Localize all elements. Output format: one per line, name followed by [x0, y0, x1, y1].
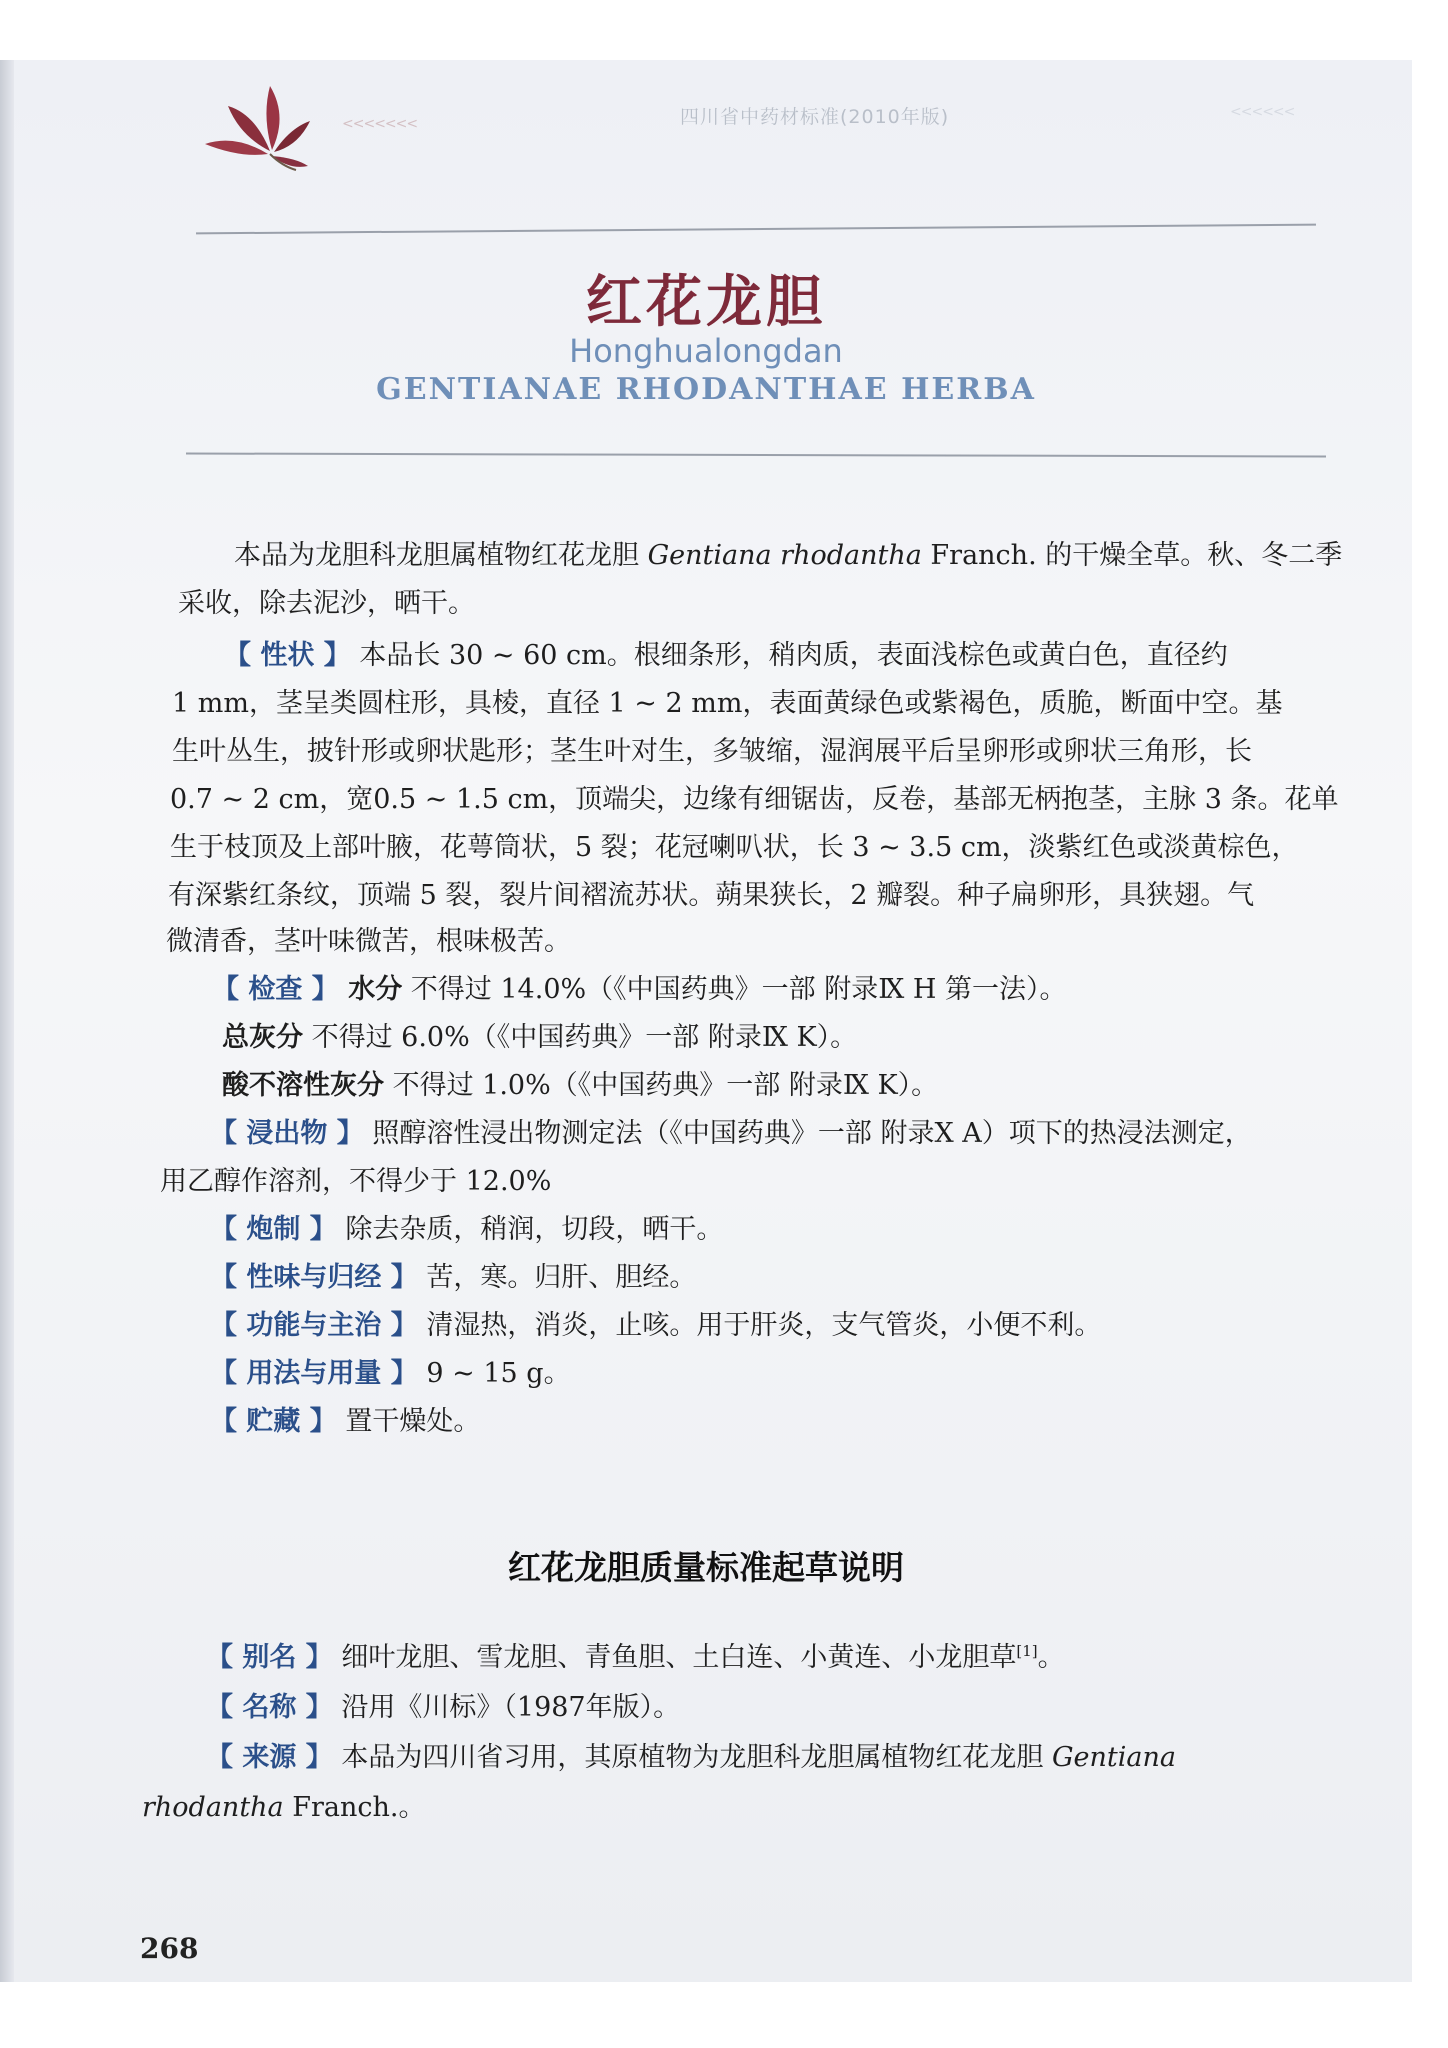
inspection-total-ash: 总灰分 不得过 6.0%（《中国药典》一部 附录Ⅸ K）。 — [222, 1022, 858, 1053]
book-page — [0, 60, 1412, 1982]
page-gutter-shadow — [0, 60, 14, 1982]
description-line-1: 【 性状 】 本品长 30 ~ 60 cm。根细条形，稍肉质，表面浅棕色或黄白色，直径约 — [224, 640, 1228, 671]
name-tag: 【 名称 】 — [206, 1692, 333, 1723]
dosage-tag: 【 用法与用量 】 — [210, 1358, 418, 1389]
description-line-3: 生叶丛生，披针形或卵状匙形；茎生叶对生，多皱缩，湿润展平后呈卵形或卵状三角形，长 — [172, 736, 1252, 767]
intro-line-1: 本品为龙胆科龙胆属植物红花龙胆 Gentiana rhodantha Franch. 的干燥全草。秋、冬二季 — [234, 540, 1343, 571]
description-line-4: 0.7 ~ 2 cm，宽0.5 ~ 1.5 cm，顶端尖，边缘有细锯齿，反卷，基部无柄抱茎，主脉 3 条。花单 — [170, 784, 1339, 815]
running-title: 四川省中药材标准(2010年版) — [680, 106, 950, 128]
alias-line: 【 别名 】 细叶龙胆、雪龙胆、青鱼胆、土白连、小黄连、小龙胆草[1]。 — [206, 1642, 1065, 1673]
source-tag: 【 来源 】 — [206, 1742, 333, 1773]
title-rule-bottom — [186, 453, 1326, 458]
description-line-7: 微清香，茎叶味微苦，根味极苦。 — [166, 926, 571, 957]
inspection-acid-ash: 酸不溶性灰分 不得过 1.0%（《中国药典》一部 附录Ⅸ K）。 — [222, 1070, 939, 1101]
dosage-line: 【 用法与用量 】 9 ~ 15 g。 — [210, 1358, 571, 1389]
page-number: 268 — [140, 1932, 199, 1965]
processing-tag: 【 炮制 】 — [210, 1214, 337, 1245]
storage-tag: 【 贮藏 】 — [210, 1406, 337, 1437]
description-line-2: 1 mm，茎呈类圆柱形，具棱，直径 1 ~ 2 mm，表面黄绿色或紫褐色，质脆，断面中空。基 — [172, 688, 1283, 719]
drafting-section-title: 红花龙胆质量标准起草说明 — [508, 1548, 904, 1587]
description-line-6: 有深紫红条纹，顶端 5 裂，裂片间褶流苏状。蒴果狭长，2 瓣裂。种子扁卵形，具狭翅。气 — [168, 880, 1255, 911]
inspection-tag: 【 检查 】 — [212, 974, 339, 1005]
reference-marker: [1] — [1016, 1642, 1038, 1660]
intro-line-2: 采收，除去泥沙，晒干。 — [178, 588, 475, 619]
extract-line-1: 【 浸出物 】 照醇溶性浸出物测定法（《中国药典》一部 附录Ⅹ A）项下的热浸法测定， — [210, 1118, 1252, 1149]
description-line-5: 生于枝顶及上部叶腋，花萼筒状，5 裂；花冠喇叭状，长 3 ~ 3.5 cm，淡紫红色或淡黄棕色， — [170, 832, 1299, 863]
description-tag: 【 性状 】 — [224, 640, 351, 671]
source-line-2: rhodantha Franch.。 — [142, 1792, 426, 1823]
monograph-pinyin: Honghualongdan — [569, 332, 843, 370]
source-line-1: 【 来源 】 本品为四川省习用，其原植物为龙胆科龙胆属植物红花龙胆 Gentiana — [206, 1742, 1176, 1773]
processing-line: 【 炮制 】 除去杂质，稍润，切段，晒干。 — [210, 1214, 724, 1245]
inspection-moisture: 【 检查 】 水分 不得过 14.0%（《中国药典》一部 附录Ⅸ H 第一法）。 — [212, 974, 1067, 1005]
title-rule-top — [196, 224, 1316, 235]
extract-line-2: 用乙醇作溶剂，不得少于 12.0% — [160, 1166, 552, 1197]
header-deco-left: <<<<<<< — [342, 116, 418, 132]
function-tag: 【 功能与主治 】 — [210, 1310, 418, 1341]
storage-line: 【 贮藏 】 置干燥处。 — [210, 1406, 481, 1437]
monograph-latin-name: GENTIANAE RHODANTHAE HERBA — [376, 372, 1036, 407]
leaf-branch-icon — [200, 66, 310, 176]
nature-line: 【 性味与归经 】 苦，寒。归肝、胆经。 — [210, 1262, 697, 1293]
function-line: 【 功能与主治 】 清湿热，消炎，止咳。用于肝炎，支气管炎，小便不利。 — [210, 1310, 1102, 1341]
extract-tag: 【 浸出物 】 — [210, 1118, 364, 1149]
name-line: 【 名称 】 沿用《川标》（1987年版）。 — [206, 1692, 681, 1723]
monograph-title: 红花龙胆 — [586, 269, 826, 335]
alias-tag: 【 别名 】 — [206, 1642, 333, 1673]
nature-tag: 【 性味与归经 】 — [210, 1262, 418, 1293]
header-deco-right: <<<<<< — [1230, 104, 1295, 120]
